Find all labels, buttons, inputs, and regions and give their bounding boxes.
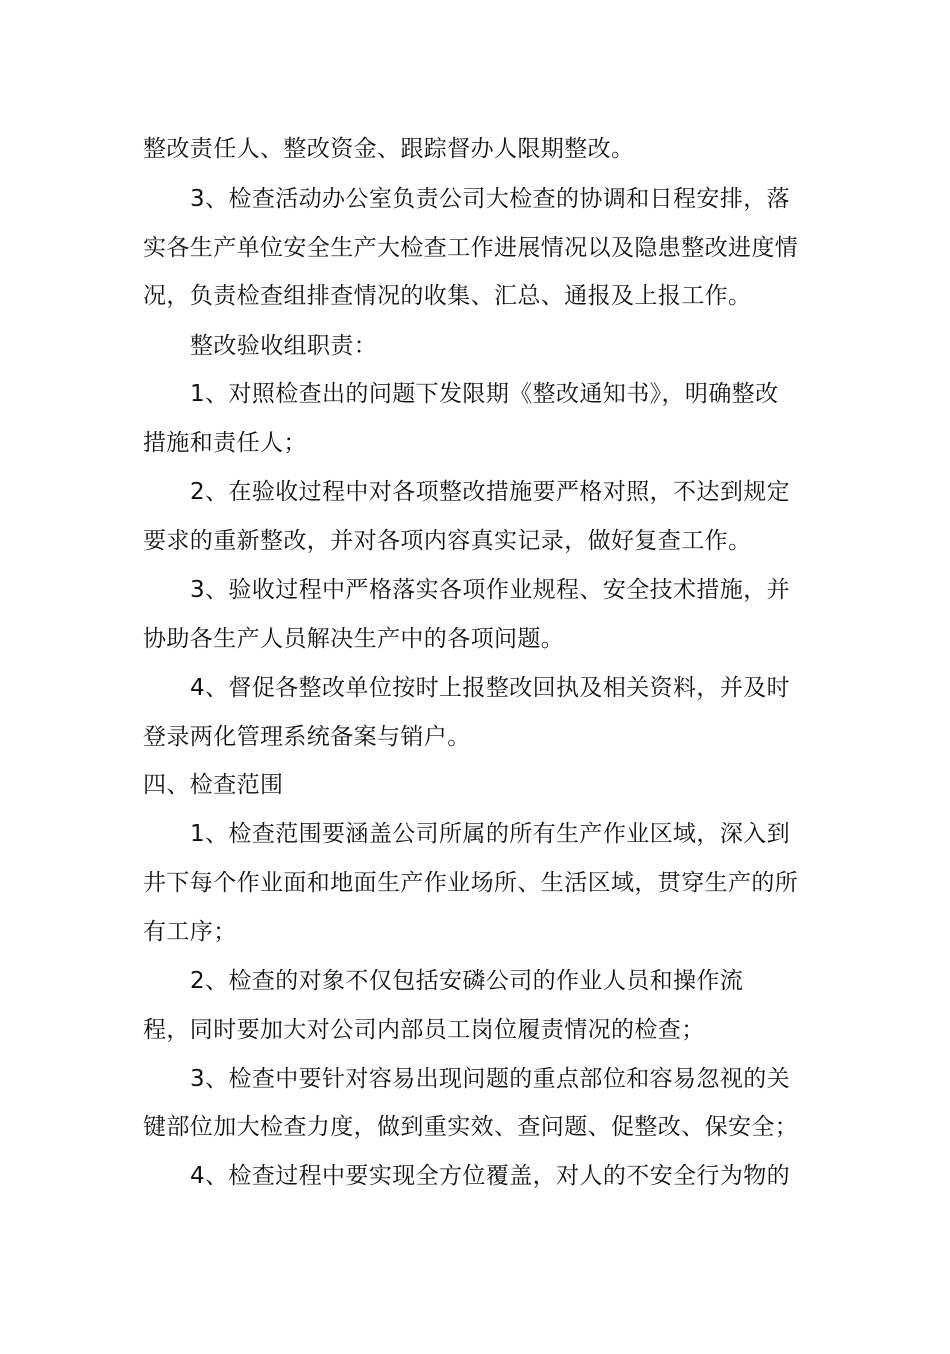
- text-line: 措施和责任人；: [143, 430, 307, 456]
- section-heading: 四、检查范围: [143, 772, 284, 798]
- text-line: 整改验收组职责：: [190, 333, 378, 359]
- text-line: 实各生产单位安全生产大检查工作进展情况以及隐患整改进度情: [143, 235, 799, 261]
- text-line: 3、检查中要针对容易出现问题的重点部位和容易忽视的关: [190, 1066, 791, 1092]
- text-line: 2、检查的对象不仅包括安磷公司的作业人员和操作流: [190, 968, 744, 994]
- text-line: 井下每个作业面和地面生产作业场所、生活区域，贯穿生产的所: [143, 870, 799, 896]
- text-line: 程，同时要加大对公司内部员工岗位履责情况的检查；: [143, 1017, 705, 1043]
- text-line: 协助各生产人员解决生产中的各项问题。: [143, 626, 565, 652]
- text-line: 1、对照检查出的问题下发限期《整改通知书》，明确整改: [190, 381, 779, 407]
- text-line: 整改责任人、整改资金、跟踪督办人限期整改。: [143, 136, 635, 162]
- text-line: 2、在验收过程中对各项整改措施要严格对照，不达到规定: [190, 479, 791, 505]
- text-line: 4、检查过程中要实现全方位覆盖，对人的不安全行为物的: [190, 1163, 791, 1189]
- text-line: 有工序；: [143, 919, 237, 945]
- text-line: 3、验收过程中严格落实各项作业规程、安全技术措施，并: [190, 577, 791, 603]
- text-line: 4、督促各整改单位按时上报整改回执及相关资料，并及时: [190, 675, 791, 701]
- text-line: 况，负责检查组排查情况的收集、汇总、通报及上报工作。: [143, 283, 752, 309]
- text-line: 1、检查范围要涵盖公司所属的所有生产作业区域，深入到: [190, 821, 791, 847]
- text-line: 3、检查活动办公室负责公司大检查的协调和日程安排，落: [190, 186, 791, 212]
- text-line: 登录两化管理系统备案与销户。: [143, 724, 471, 750]
- text-line: 键部位加大检查力度，做到重实效、查问题、促整改、保安全；: [143, 1114, 799, 1140]
- text-line: 要求的重新整改，并对各项内容真实记录，做好复查工作。: [143, 528, 752, 554]
